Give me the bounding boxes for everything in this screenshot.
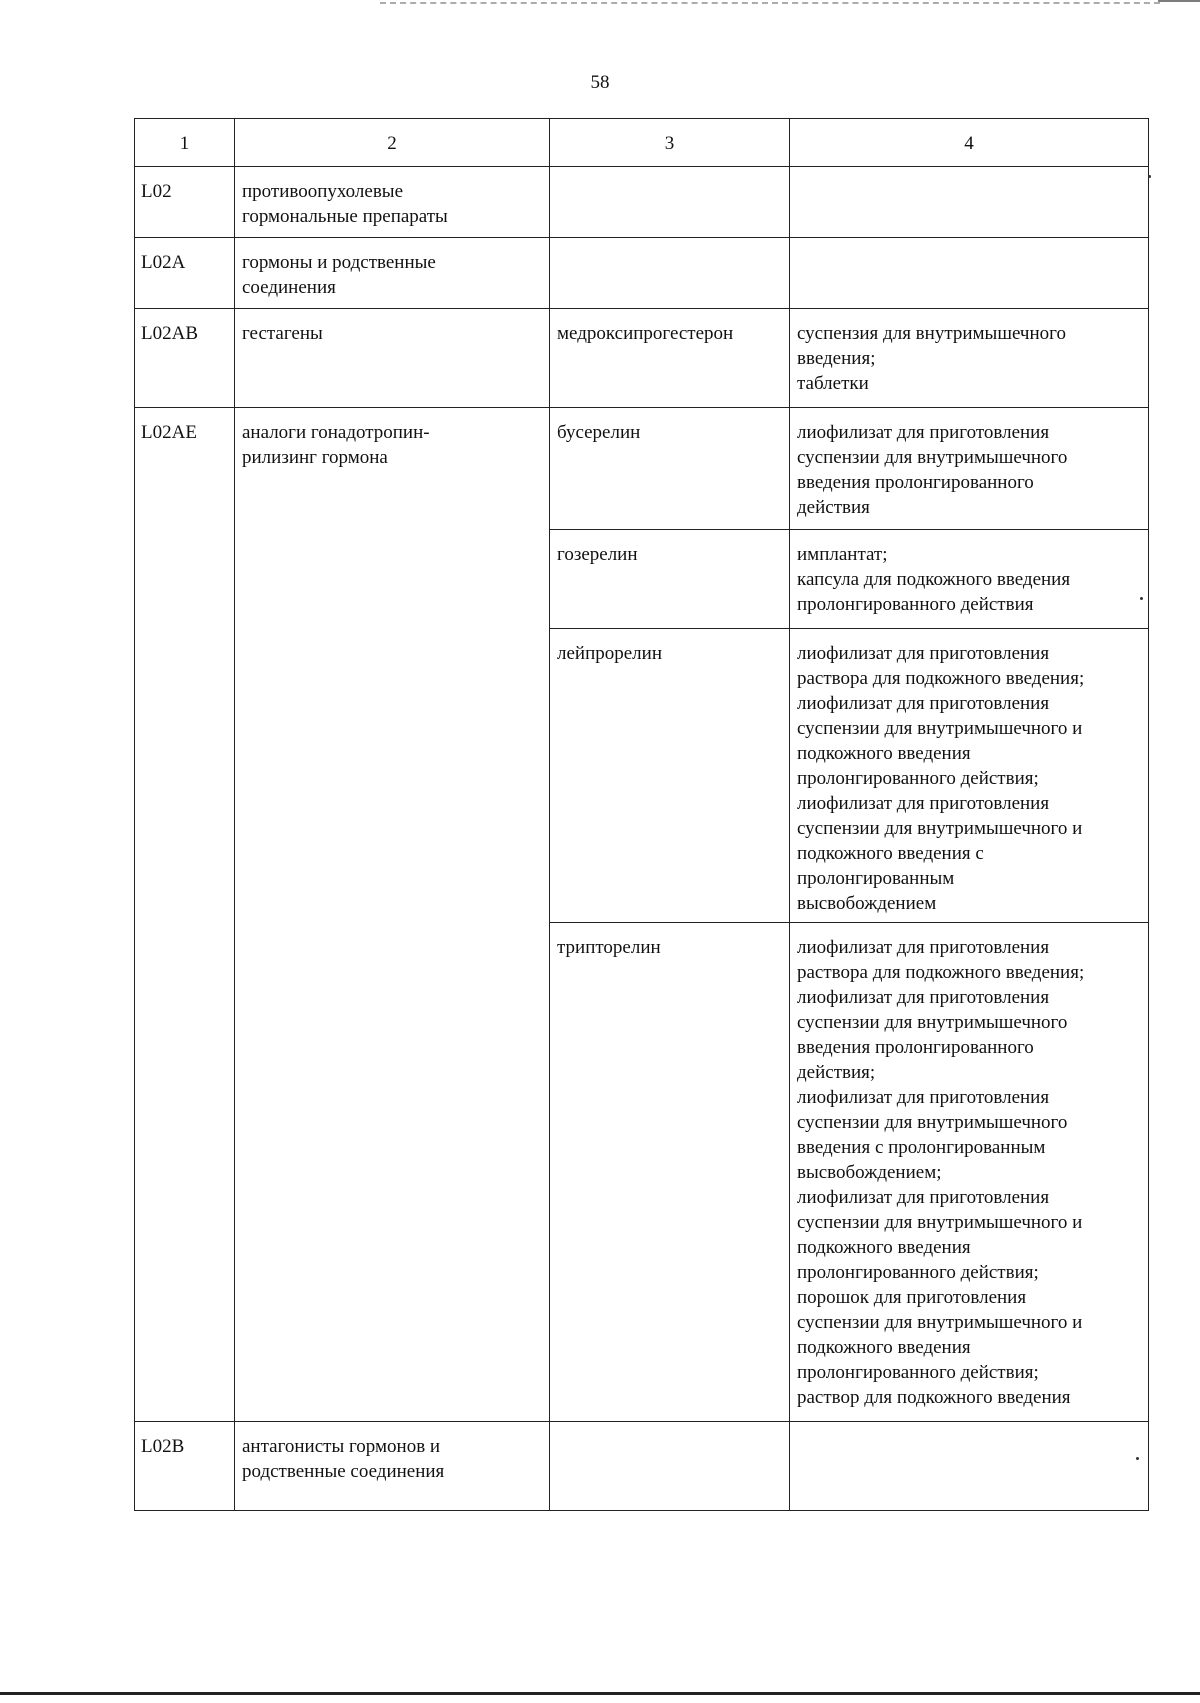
atc-code: L02 [135, 167, 235, 238]
dosage-form-line: лиофилизат для приготовления [797, 693, 1050, 714]
group-name-line: аналоги гонадотропин- [242, 422, 430, 443]
drug-name [550, 1422, 790, 1511]
dosage-form-line: подкожного введения [797, 1237, 971, 1258]
scan-speck [1148, 175, 1151, 178]
dosage-form-line: высвобождением [797, 893, 937, 914]
table-row [135, 408, 1149, 530]
dosage-form-line: введения с пролонгированным [797, 1137, 1046, 1158]
atc-code: L02AE [135, 408, 235, 1422]
dosage-forms [790, 530, 1149, 629]
dosage-form-line: подкожного введения [797, 1337, 971, 1358]
group-name [235, 1422, 550, 1511]
dosage-form-line: пролонгированного действия; [797, 768, 1039, 789]
dosage-form-line: пролонгированного действия [797, 594, 1034, 615]
table-row [135, 238, 1149, 309]
dosage-form-line: порошок для приготовления [797, 1287, 1027, 1308]
dosage-form-line: введения пролонгированного [797, 1037, 1034, 1058]
group-name-line: гормоны и родственные [242, 252, 436, 273]
dosage-form-line: суспензии для внутримышечного и [797, 718, 1083, 739]
dosage-form-line: лиофилизат для приготовления [797, 793, 1050, 814]
dosage-forms [790, 167, 1149, 238]
dosage-forms [790, 629, 1149, 923]
drug-name [550, 167, 790, 238]
table-row [135, 1422, 1149, 1511]
dosage-form-line: высвобождением; [797, 1162, 942, 1183]
dosage-form-line: суспензии для внутримышечного и [797, 818, 1083, 839]
drug-classification-table [134, 118, 1149, 1511]
dosage-form-line: лиофилизат для приготовления [797, 643, 1050, 664]
dosage-forms [790, 1422, 1149, 1511]
dosage-form-line: лиофилизат для приготовления [797, 987, 1050, 1008]
dosage-form-line: введения; [797, 348, 876, 369]
dosage-forms [790, 408, 1149, 530]
column-header-4: 4 [790, 119, 1149, 167]
column-header-3: 3 [550, 119, 790, 167]
scan-speck [1140, 597, 1143, 600]
dosage-form-line: суспензии для внутримышечного [797, 447, 1068, 468]
dosage-form-line: капсула для подкожного введения [797, 569, 1071, 590]
scan-edge-bottom [0, 1692, 1200, 1695]
drug-name: лейпрорелин [550, 629, 790, 923]
dosage-form-line: раствор для подкожного введения [797, 1387, 1071, 1408]
dosage-forms [790, 923, 1149, 1422]
column-header-1: 1 [135, 119, 235, 167]
dosage-form-line: суспензии для внутримышечного и [797, 1312, 1083, 1333]
drug-name: гозерелин [550, 530, 790, 629]
dosage-form-line: пролонгированного действия; [797, 1262, 1039, 1283]
table-row [135, 167, 1149, 238]
group-name-line: гестагены [242, 323, 323, 344]
group-name-line: рилизинг гормона [242, 447, 388, 468]
dosage-form-line: суспензии для внутримышечного и [797, 1212, 1083, 1233]
group-name [235, 238, 550, 309]
dosage-form-line: действия; [797, 1062, 876, 1083]
drug-name: трипторелин [550, 923, 790, 1422]
dosage-form-line: раствора для подкожного введения; [797, 962, 1085, 983]
drug-name: медроксипрогестерон [550, 309, 790, 408]
dosage-form-line: лиофилизат для приготовления [797, 937, 1050, 958]
dosage-form-line: лиофилизат для приготовления [797, 1087, 1050, 1108]
dosage-form-line: суспензия для внутримышечного [797, 323, 1066, 344]
dosage-form-line: пролонгированного действия; [797, 1362, 1039, 1383]
dosage-form-line: суспензии для внутримышечного [797, 1012, 1068, 1033]
dosage-form-line: подкожного введения с [797, 843, 984, 864]
dosage-form-line: имплантат; [797, 544, 888, 565]
group-name [235, 309, 550, 408]
dosage-form-line: пролонгированным [797, 868, 955, 889]
table-header-row [135, 119, 1149, 167]
dosage-form-line: подкожного введения [797, 743, 971, 764]
dosage-form-line: действия [797, 497, 870, 518]
scan-speck [1136, 1457, 1139, 1460]
atc-code: L02A [135, 238, 235, 309]
scan-edge-mark [1158, 0, 1200, 8]
drug-name: бусерелин [550, 408, 790, 530]
scan-edge-top [380, 2, 1160, 6]
column-header-2: 2 [235, 119, 550, 167]
dosage-form-line: суспензии для внутримышечного [797, 1112, 1068, 1133]
group-name [235, 408, 550, 1422]
dosage-form-line: лиофилизат для приготовления [797, 1187, 1050, 1208]
dosage-form-line: раствора для подкожного введения; [797, 668, 1085, 689]
table-row [135, 309, 1149, 408]
group-name-line: противоопухолевые [242, 181, 404, 202]
page-number: 58 [590, 72, 610, 93]
dosage-forms [790, 238, 1149, 309]
group-name-line: соединения [242, 277, 336, 298]
dosage-form-line: таблетки [797, 373, 869, 394]
dosage-forms [790, 309, 1149, 408]
atc-code: L02AB [135, 309, 235, 408]
group-name-line: гормональные препараты [242, 206, 448, 227]
drug-name [550, 238, 790, 309]
group-name [235, 167, 550, 238]
atc-code: L02B [135, 1422, 235, 1511]
group-name-line: антагонисты гормонов и [242, 1436, 441, 1457]
dosage-form-line: лиофилизат для приготовления [797, 422, 1050, 443]
dosage-form-line: введения пролонгированного [797, 472, 1034, 493]
group-name-line: родственные соединения [242, 1461, 445, 1482]
